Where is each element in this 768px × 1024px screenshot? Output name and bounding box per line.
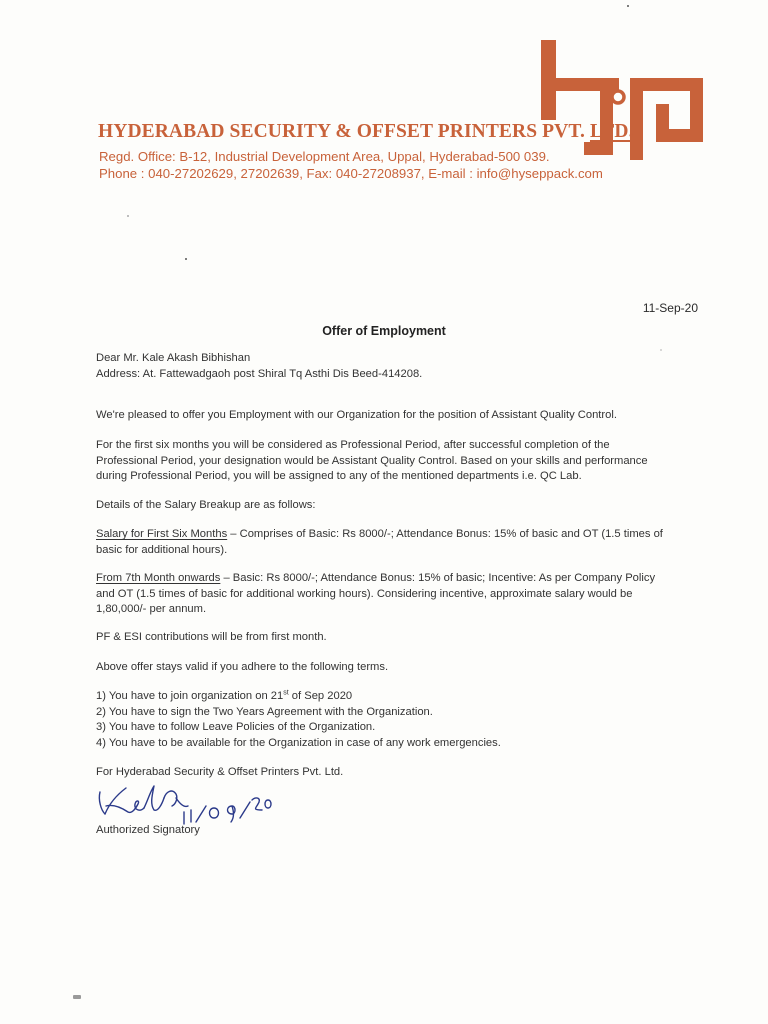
intro-paragraph: We're pleased to offer you Employment with our Organization for the position of Assistant Quality Control. (96, 409, 617, 421)
term-1-date: of Sep 2020 (288, 690, 353, 702)
closing-line: For Hyderabad Security & Offset Printers Pvt. Ltd. (96, 766, 344, 778)
salary-intro: Details of the Salary Breakup are as follows: (96, 499, 316, 511)
scan-speck (73, 995, 81, 999)
term-item (96, 689, 686, 705)
salary-later-line: 1,80,000/- per annum. (96, 603, 207, 615)
term-1-ordinal: st (283, 689, 289, 697)
term-1-text: 1) You have to join organization on 21 (96, 690, 284, 702)
salary-later-line: – Basic: Rs 8000/-; Attendance Bonus: 15% of basic; Incentive: As per Company Policy (220, 572, 656, 584)
contact-details: Phone : 040-27202629, 27202639, Fax: 040-27208937, E-mail : info@hyseppack.com (99, 166, 603, 181)
salary-first-line: basic for additional hours). (96, 543, 228, 556)
probation-line: For the first six months you will be considered as Professional Period, after successful completion of the (96, 439, 610, 451)
company-name-suffix: LTD. (589, 121, 634, 142)
salary-first-six-months (96, 527, 686, 558)
salary-later-heading: From 7th Month onwards (96, 572, 221, 584)
office-address: Regd. Office: B-12, Industrial Development Area, Uppal, Hyderabad-500 039. (99, 149, 550, 164)
probation-line: during Professional Period, you will be assigned to any of the mentioned departments i.e. QC Lab. (96, 470, 582, 482)
term-item: 2) You have to sign the Two Years Agreement with the Organization. (96, 705, 433, 718)
letter-title: Offer of Employment (322, 324, 446, 338)
scan-speck (127, 215, 129, 217)
salary-later-line: and OT (1.5 times of basic for additional working hours). Considering incentive, approximate salary would be (96, 587, 633, 600)
terms-list (96, 689, 686, 751)
recipient-address: Address: At. Fattewadgaoh post Shiral Tq Asthi Dis Beed-414208. (96, 368, 423, 380)
scan-speck (627, 5, 629, 7)
term-item: 4) You have to be available for the Organization in case of any work emergencies. (96, 736, 501, 749)
scan-speck (185, 258, 187, 260)
handwritten-signature (92, 778, 272, 826)
salary-first-line: – Comprises of Basic: Rs 8000/-; Attendance Bonus: 15% of basic and OT (1.5 times of (227, 528, 663, 540)
company-name-main: HYDERABAD SECURITY & OFFSET PRINTERS PVT. (98, 121, 585, 142)
company-name (98, 121, 634, 143)
term-item: 3) You have to follow Leave Policies of the Organization. (96, 721, 376, 733)
logo-dot (612, 91, 624, 103)
probation-paragraph (96, 438, 686, 485)
salary-first-heading: Salary for First Six Months (96, 528, 228, 540)
salutation: Dear Mr. Kale Akash Bibhishan (96, 352, 251, 364)
terms-intro: Above offer stays valid if you adhere to the following terms. (96, 661, 389, 673)
letter-date: 11-Sep-20 (642, 301, 698, 315)
scan-speck (660, 349, 662, 351)
probation-line: Professional Period, your designation would be Assistant Quality Control. Based on your skills and performance (96, 454, 648, 467)
authorized-signatory: Authorized Signatory (96, 824, 200, 836)
salary-from-7th-month (96, 571, 686, 618)
pf-note: PF & ESI contributions will be from first month. (96, 631, 327, 643)
